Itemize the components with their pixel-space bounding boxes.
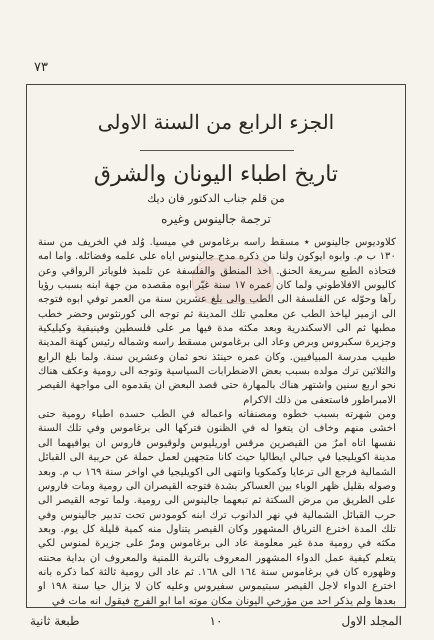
- footer-edition: طبعة ثانية: [30, 614, 80, 628]
- body-paragraph-1: كلاوديوس جالينوس ٭ مسقط راسه برغاموس في ميسيا. وُلد في الخريف من سنة ١٣٠ ب م. وابوه ايوكون ولنا من ذكره مدح جالينوس اياه على علمه وفضائله. واما امه فتحاذه الطبع سريعة الحنق. اخذ المنطق والفلسفة عن تلميذ فلوياتر الرواقي وعن كاليوس الافلاطوني ولما كان عمره ١٧ سنة غيّر ابوه مقصده من جهة ابنه بسبب رؤيا رآها وحوّله عن الفلسفة الى الطب والى بلغ عشرين سنة من العمر توفي ابوه فتوجه الى ازمير لياخذ الطب عن معلمي تلك المدينة ثم توجه الى كورنثوس وحضر خطب مطبها ثم الى الاسكندرية وبعد مكثه مدة فيها مر على فلسطين وفينيقية وكيليكية وجزيرة سكبروس وبرص وعاد الى برغاموس مسقط راسه وشماله رئيس كهنة المدينة طبيب مدرسة المبيافيين. وكان عمره حينئذ نحو ثمان وعشرين سنة. ولما بلغ الرابع والثلاثين ترك مولده بسبب بعض الاضطرابات السياسية وتوجه الى رومية وعكف هناك نحو اربع سنين واشتهر هناك بالمهارة حتى قصد البعض ان يقدموه الى مواجهة القيصر الامبراطور فاستعفى من ذلك الاكرام: [38, 237, 396, 406]
- header-page-number: ٧٣: [34, 60, 48, 75]
- footer-page-number: ١٠: [209, 614, 223, 628]
- title-divider: [140, 150, 294, 151]
- body-paragraph-2: ومن شهرته بسبب خطوه ومصنفاته واعماله في الطب حسده اطباء رومية حتى اخشى منهم وخاف ان يتغوا له في الظنون فتركها الى برغاموس وفي تلك السنة نفسها اتاه امرٌ من القيصرين مرقس اوريليوس ولوقيوس فاروس ان يوافيهما الى مدينة اكويليجيا في جبالي ايطاليا حيث كانا متجهين لعمل حملة عن حربية الى القبائل الشمالية فرجع الى ترعايا وكمكويا وانتهى الى اكويليجيا في اواخر سنة ١٦٩ ب م. وبعد وصوله بقليل ظهر الوباء بين العساكر بشدة فتوجه القيصران الى رومية ومات فاروس على الطريق من مرض السكتة ثم تبعهما جالينوس الى رومية. ولما توجه القيصر الى حرب القبائل الشمالية في نهر الدانوب ترك ابنه كومودس تحت تدبير جالينوس وفي تلك المدة اخترع الترياق المشهور وكان القيصر يتناول منه كمية قليلة كل يوم. وبعد مكثه في رومية مدة غير معلومة عاد الى برغاموس ومرّ على جزيرة لمنوس لكي يتعلم كيفية عمل الدواء المشهور المعروف بالتربة اللمنية والمعروف ان بداية محنته وظهوره كان في برغاموس سنة ١٦٤ الى ١٦٨. ثم عاد الى رومية ثالثة كما ذكره بانه اخترع الدواء لاجل القيصر سبتيموس سفيروس وعليه كان لا يزال حيا سنة ١٩٨ او بعدها ولم يذكر احد من مؤرخي اليونان مكان موته اما ابو الفرج فيقول انه مات في: [38, 409, 396, 607]
- page-footer: [26, 614, 406, 632]
- body-text: [38, 236, 396, 609]
- part-title: الجزء الرابع من السنة الاولى: [97, 110, 335, 134]
- author-line: من قلم جناب الدكتور فان ديك: [147, 192, 285, 205]
- section-heading: ترجمة جالينوس وغيره: [161, 212, 271, 226]
- article-title: تاريخ اطباء اليونان والشرق: [93, 162, 339, 187]
- footer-volume: المجلد الاول: [341, 614, 402, 628]
